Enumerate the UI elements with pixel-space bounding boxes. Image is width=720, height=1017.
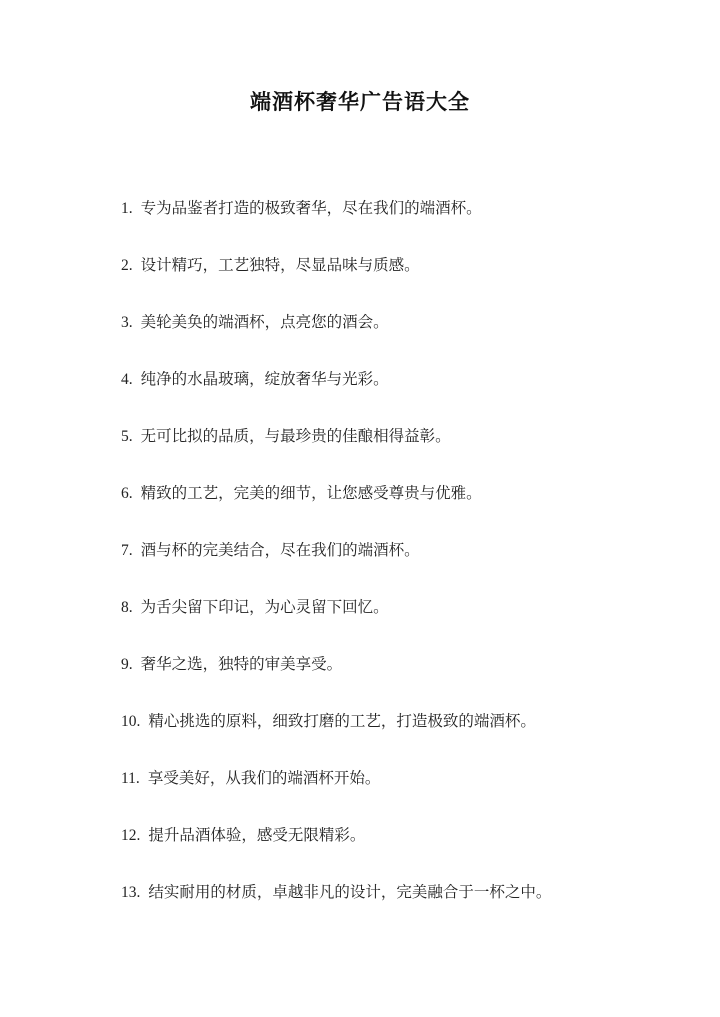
page-title: 端酒杯奢华广告语大全 — [250, 89, 470, 114]
item-number: 4. — [121, 371, 133, 388]
item-number: 11. — [121, 770, 140, 787]
item-text: 提升品酒体验，感受无限精彩。 — [148, 826, 366, 844]
list-item — [121, 307, 681, 364]
list-item — [121, 535, 681, 592]
list-item — [121, 364, 681, 421]
item-number: 7. — [121, 542, 133, 559]
list-item — [121, 820, 681, 877]
item-text: 精致的工艺，完美的细节，让您感受尊贵与优雅。 — [140, 484, 482, 502]
list-item — [121, 763, 681, 820]
list-item — [121, 478, 681, 535]
item-text: 专为品鉴者打造的极致奢华，尽在我们的端酒杯。 — [140, 199, 482, 217]
list-item — [121, 877, 681, 934]
item-number: 6. — [121, 485, 133, 502]
list-item — [121, 706, 681, 763]
list-item — [121, 592, 681, 649]
item-text: 为舌尖留下印记，为心灵留下回忆。 — [140, 598, 389, 616]
item-number: 1. — [121, 200, 133, 217]
item-text: 设计精巧，工艺独特，尽显品味与质感。 — [140, 256, 420, 274]
list-item — [121, 193, 681, 250]
item-text: 美轮美奂的端酒杯，点亮您的酒会。 — [140, 313, 389, 331]
item-number: 3. — [121, 314, 133, 331]
item-text: 酒与杯的完美结合，尽在我们的端酒杯。 — [140, 541, 420, 559]
item-number: 8. — [121, 599, 133, 616]
item-text: 结实耐用的材质，卓越非凡的设计，完美融合于一杯之中。 — [148, 883, 552, 901]
list-item — [121, 421, 681, 478]
item-text: 奢华之选，独特的审美享受。 — [140, 655, 343, 673]
item-number: 2. — [121, 257, 133, 274]
item-text: 无可比拟的品质，与最珍贵的佳酿相得益彰。 — [140, 427, 451, 445]
item-number: 10. — [121, 713, 141, 730]
item-text: 纯净的水晶玻璃，绽放奢华与光彩。 — [140, 370, 389, 388]
slogan-list — [121, 193, 681, 934]
item-number: 5. — [121, 428, 133, 445]
list-item — [121, 250, 681, 307]
item-text: 精心挑选的原料，细致打磨的工艺，打造极致的端酒杯。 — [148, 712, 536, 730]
item-number: 9. — [121, 656, 133, 673]
item-number: 13. — [121, 884, 141, 901]
item-text: 享受美好，从我们的端酒杯开始。 — [147, 769, 381, 787]
list-item — [121, 649, 681, 706]
item-number: 12. — [121, 827, 141, 844]
